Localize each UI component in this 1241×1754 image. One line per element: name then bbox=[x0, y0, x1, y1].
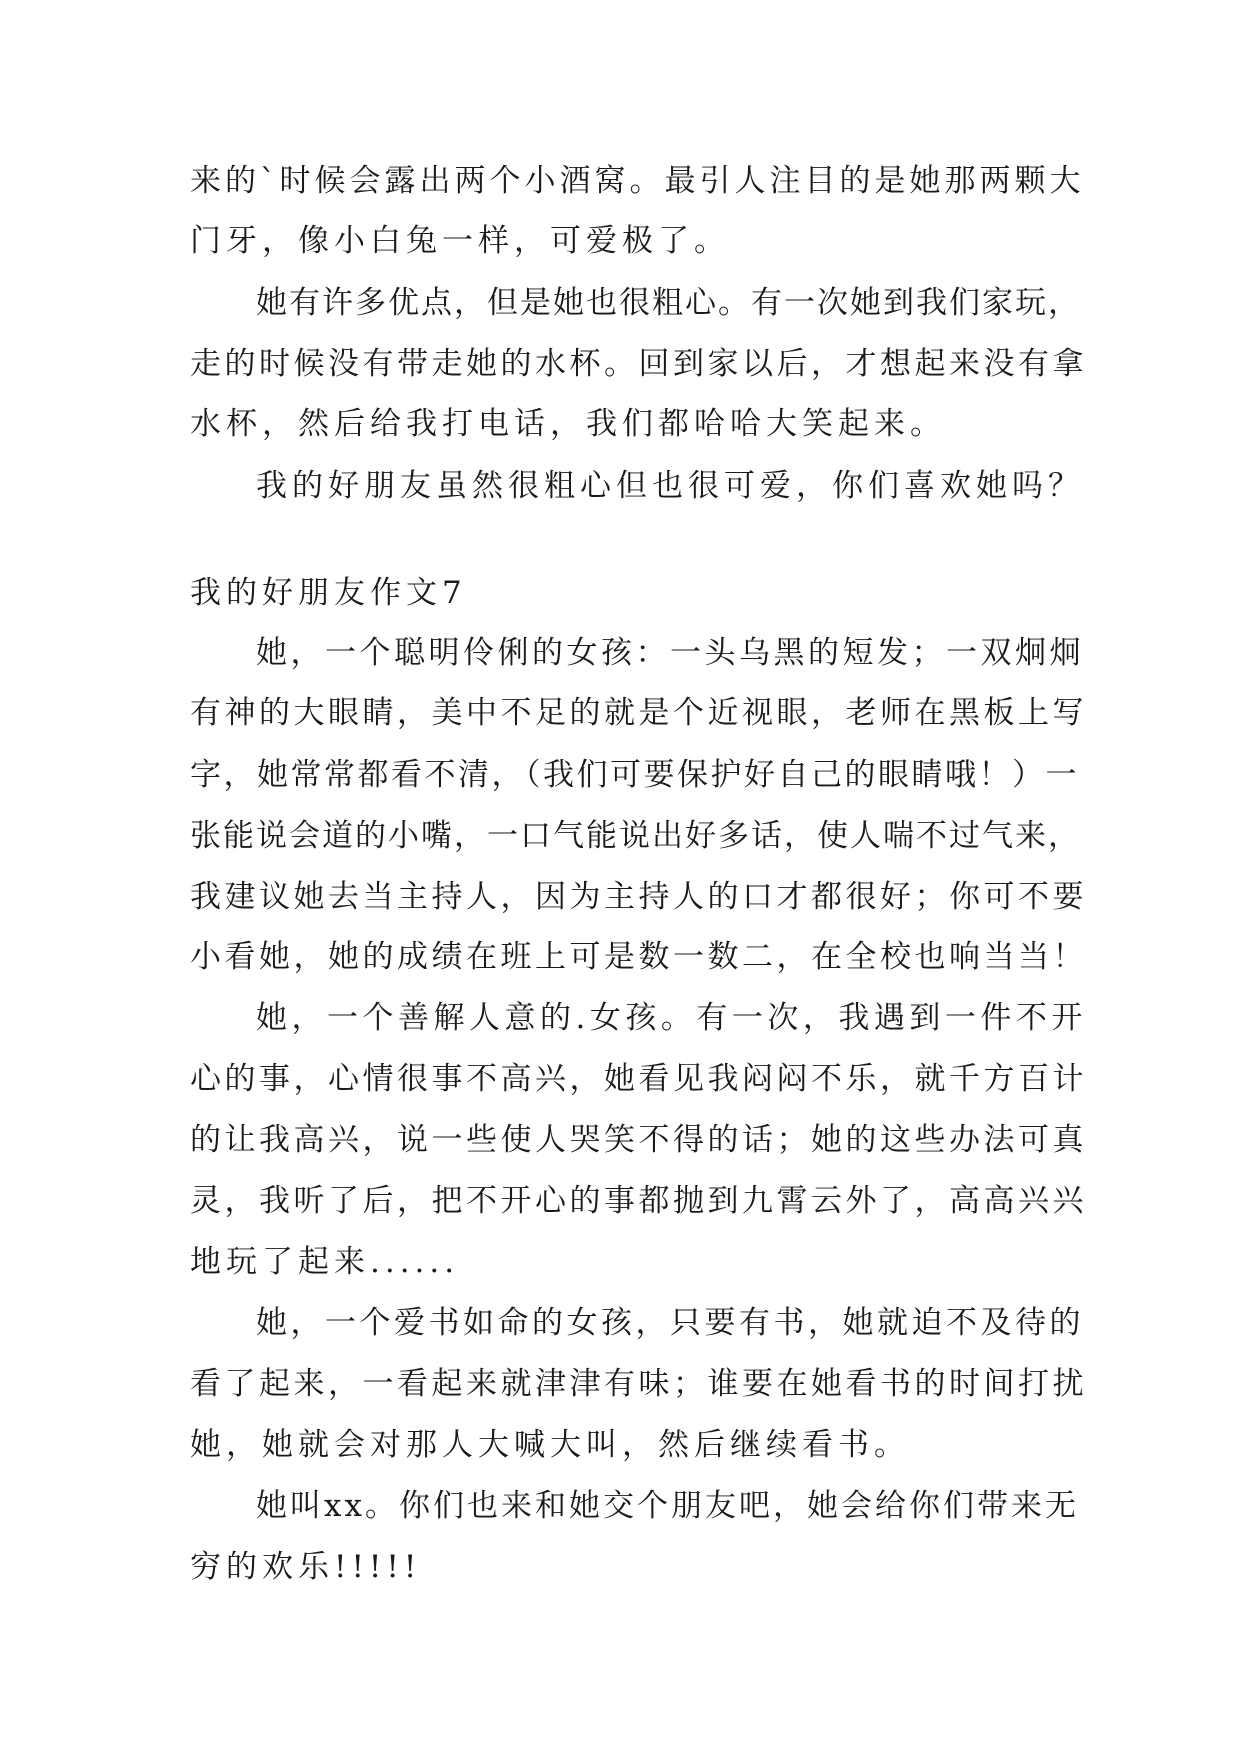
text-line: 有神的大眼睛，美中不足的就是个近视眼，老师在黑板上写 bbox=[190, 695, 1087, 731]
text-line: 字，她常常都看不清，（我们可要保护好自己的眼睛哦！）一 bbox=[190, 757, 1079, 793]
text-line: 穷的欢乐!!!!! bbox=[190, 1549, 422, 1585]
text-line: 她，一个爱书如命的女孩，只要有书，她就迫不及待的 bbox=[256, 1305, 1084, 1341]
text-line: 灵，我听了后，把不开心的事都抛到九霄云外了，高高兴兴 bbox=[190, 1183, 1087, 1219]
text-line: 地玩了起来...... bbox=[190, 1244, 460, 1280]
text-line: 我的好朋友虽然很粗心但也很可爱，你们喜欢她吗？ bbox=[256, 468, 1084, 504]
text-line: 她有许多优点，但是她也很粗心。有一次她到我们家玩， bbox=[256, 285, 1081, 321]
section-title: 我的好朋友作文7 bbox=[190, 575, 467, 611]
text-line: 她叫xx。你们也来和她交个朋友吧，她会给你们带来无 bbox=[256, 1488, 1079, 1524]
text-line: 张能说会道的小嘴，一口气能说出好多话，使人喘不过气来， bbox=[190, 818, 1081, 854]
text-line: 的让我高兴，说一些使人哭笑不得的话；她的这些办法可真 bbox=[190, 1122, 1087, 1158]
text-line: 门牙，像小白兔一样，可爱极了。 bbox=[190, 223, 730, 259]
text-line: 她，她就会对那人大喊大叫，然后继续看书。 bbox=[190, 1427, 910, 1463]
text-line: 心的事，心情很事不高兴，她看见我闷闷不乐，就千方百计 bbox=[190, 1061, 1087, 1097]
text-line: 走的时候没有带走她的水杯。回到家以后，才想起来没有拿 bbox=[190, 346, 1087, 382]
text-line: 她，一个聪明伶俐的女孩：一头乌黑的短发；一双炯炯 bbox=[256, 635, 1084, 671]
text-line: 我建议她去当主持人，因为主持人的口才都很好；你可不要 bbox=[190, 879, 1087, 915]
text-line: 小看她，她的成绩在班上可是数一数二，在全校也响当当！ bbox=[190, 939, 1087, 975]
text-line: 她，一个善解人意的.女孩。有一次，我遇到一件不开 bbox=[256, 1000, 1087, 1036]
text-line: 来的`时候会露出两个小酒窝。最引人注目的是她那两颗大 bbox=[190, 163, 1085, 199]
text-line: 看了起来，一看起来就津津有味；谁要在她看书的时间打扰 bbox=[190, 1366, 1087, 1402]
text-line: 水杯，然后给我打电话，我们都哈哈大笑起来。 bbox=[190, 406, 946, 442]
